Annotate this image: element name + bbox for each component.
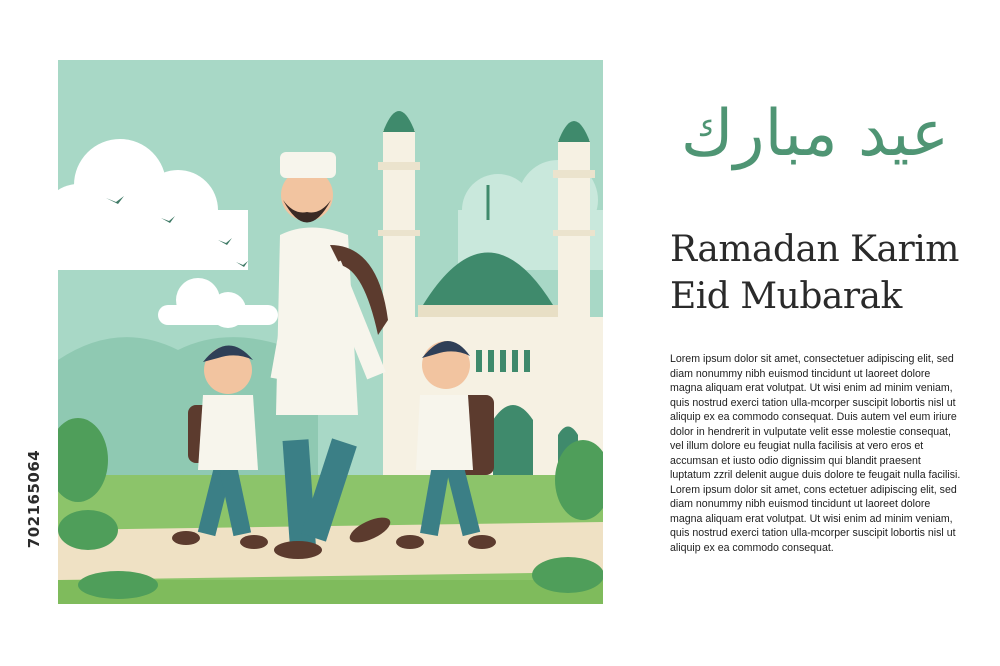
calligraphy-text: عيد مبارك (680, 97, 950, 171)
body-paragraph: Lorem ipsum dolor sit amet, consectetuer adipiscing elit, sed diam nonummy nibh euismod tincidunt ut laoreet dolore magna aliquam erat volutpat. Ut wisi enim ad minim veniam, quis nostrud exerci tation ulla-mcorper suscipit lobortis nisl ut aliquip ex ea commodo consequat. Duis autem vel eum iriure dolor in hendrerit in vulputate velit esse molestie consequat, vel illum dolore eu feugiat nulla facilisis at vero eros et accumsan et iusto odio dignissim qui blandit praesent luptatum zzril delenit augue duis dolore te feugait nulla facilisi. Lorem ipsum dolor sit amet, cons ectetuer adipiscing elit, sed diam nonummy nibh euismod tincidunt ut laoreet dolore magna aliquam erat volutpat. Ut wisi enim ad minim veniam, quis nostrud exerci tation ulla-mcorper suscipit lobortis nisl ut aliquip ex ea commodo consequat. (670, 353, 961, 554)
headline-line-1: Ramadan Karim (670, 229, 959, 270)
path (58, 522, 603, 580)
headline (670, 226, 970, 320)
stock-id-number: 702165064 (25, 449, 43, 549)
eid-illustration (58, 60, 603, 604)
eid-mubarak-calligraphy (665, 60, 965, 195)
headline-line-2: Eid Mubarak (670, 276, 902, 317)
father-and-sons-walking-to-mosque-scene (58, 60, 603, 604)
